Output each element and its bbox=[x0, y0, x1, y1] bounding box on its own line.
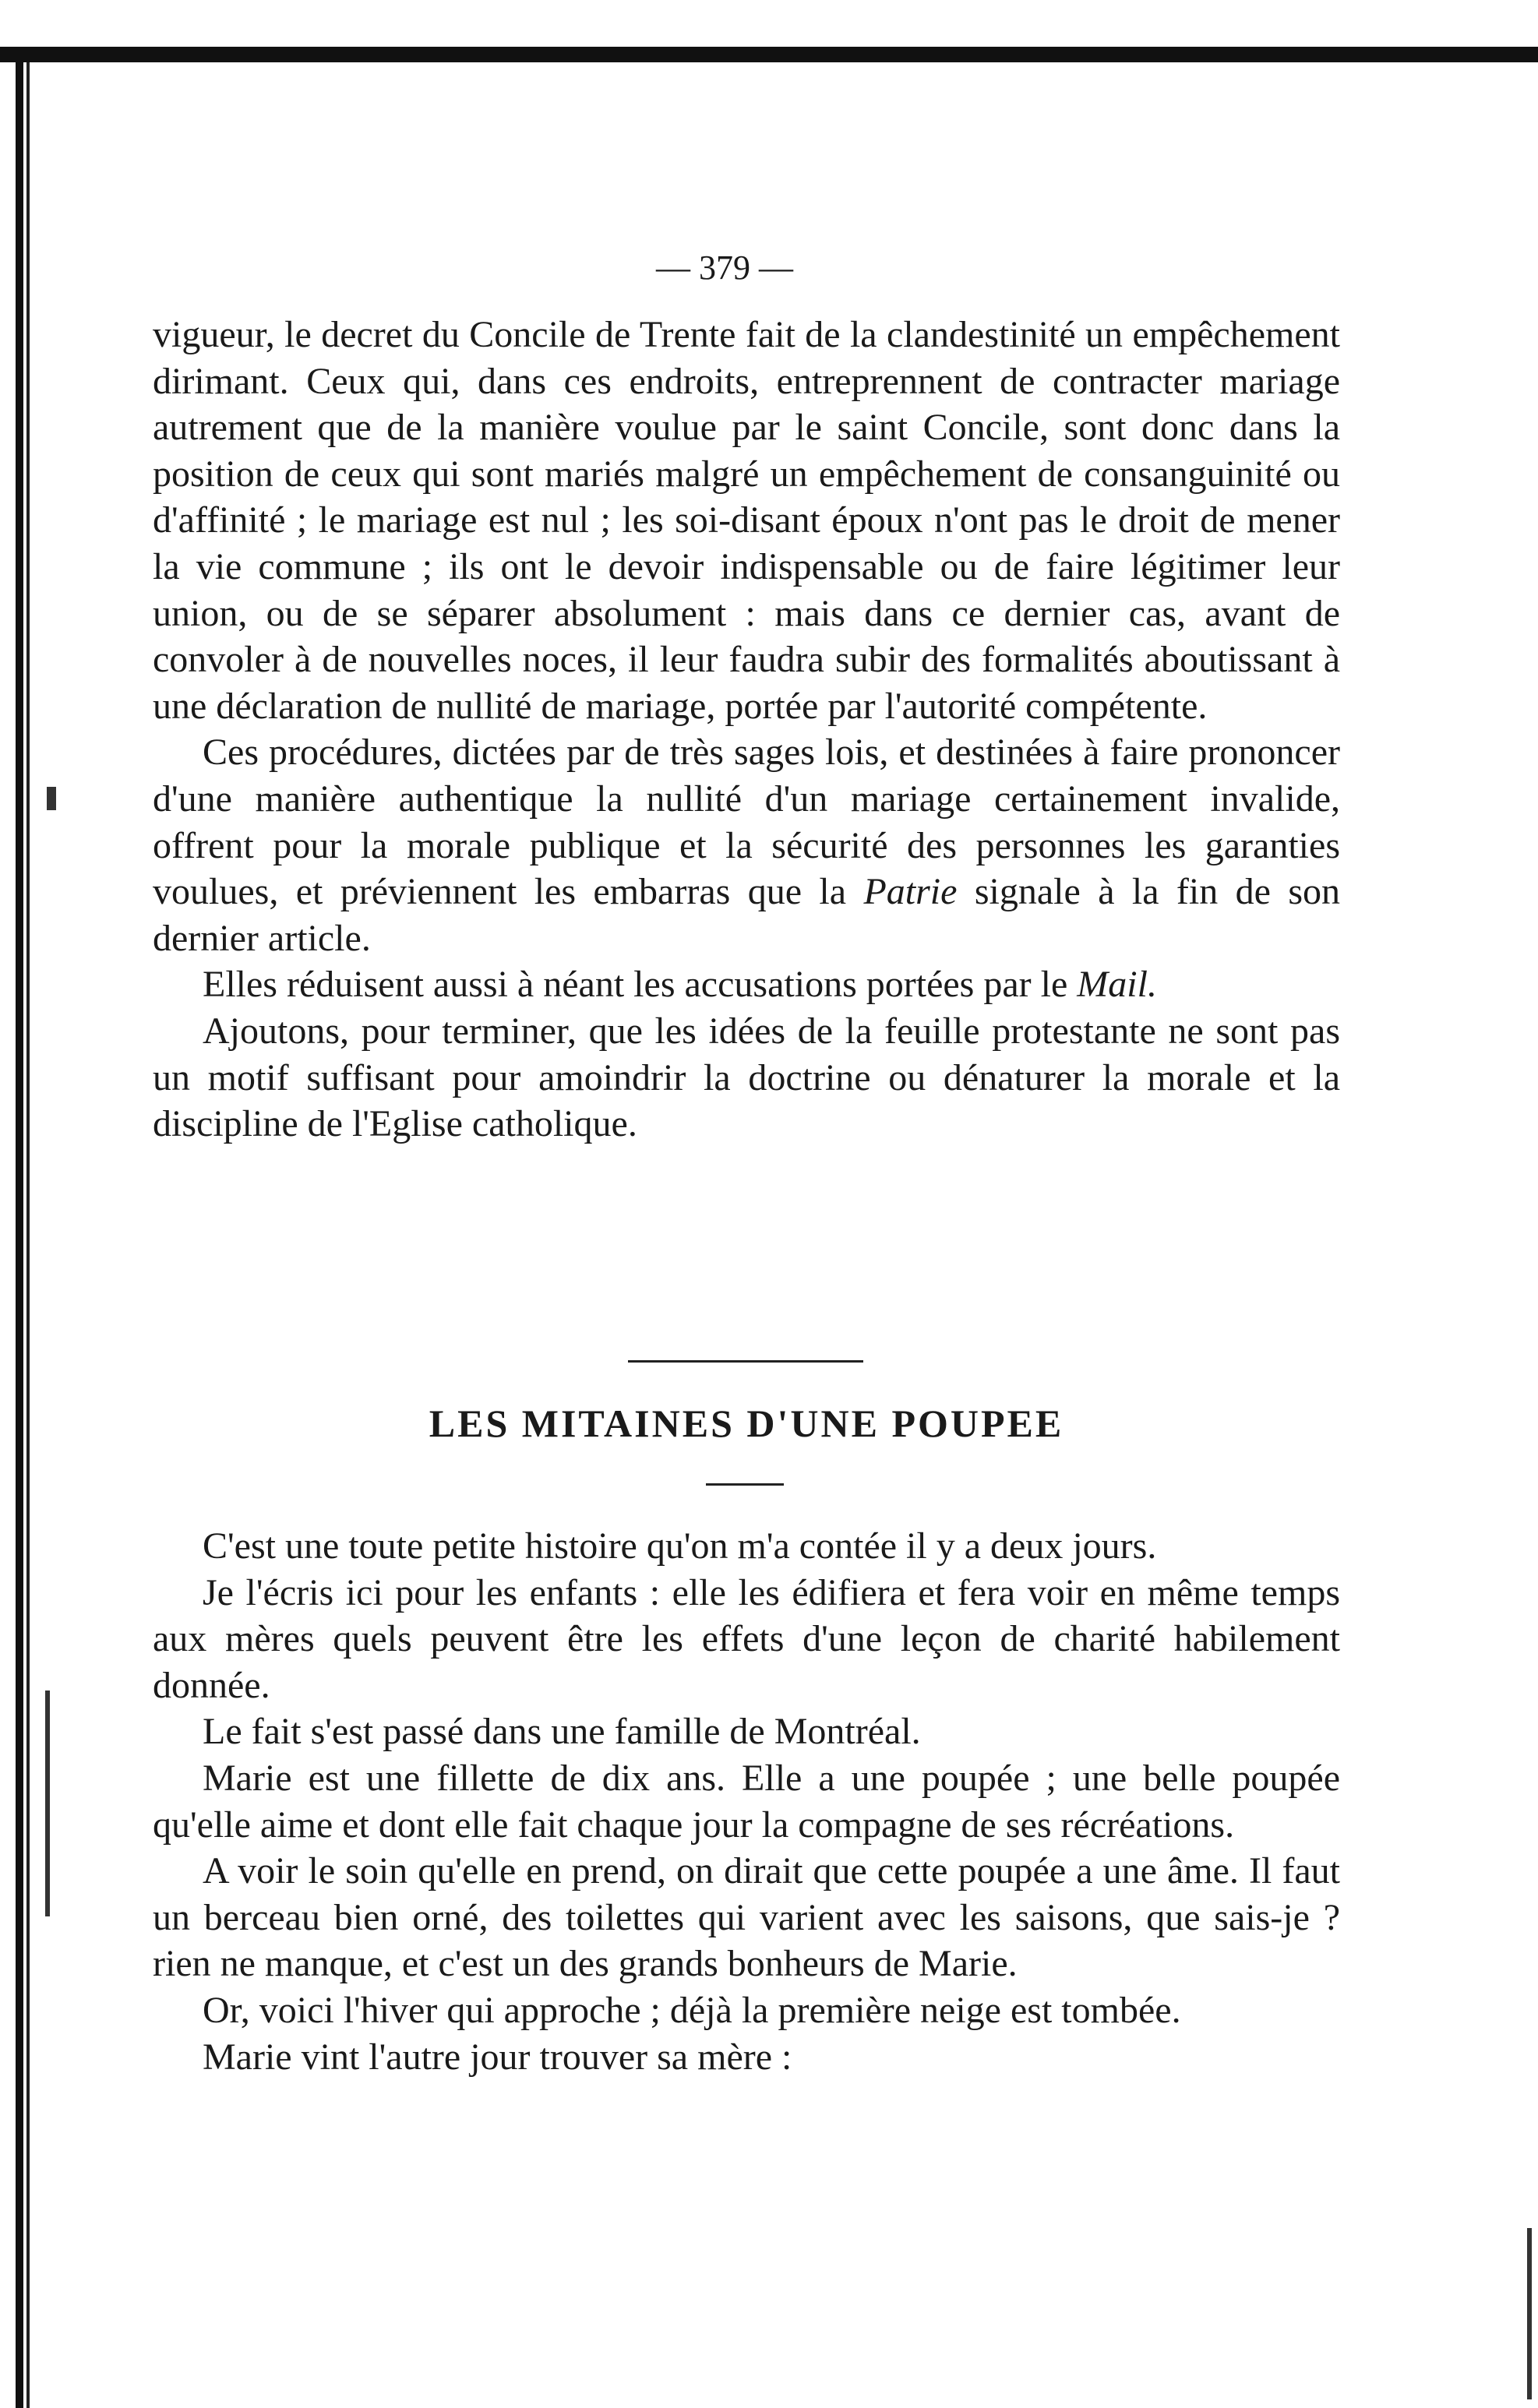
scan-border-top bbox=[0, 47, 1538, 62]
paragraph: Marie est une fillette de dix ans. Elle a une poupée ; une belle poupée qu'elle aime et dont elle fait chaque jour la compagne de ses récréations. bbox=[153, 1757, 1340, 1846]
paragraph: A voir le soin qu'elle en prend, on dirait que cette poupée a une âme. Il faut un berceau bien orné, des toilettes qui varient avec les saisons, que sais-je ? rien ne manque, et c'est un des grands bonheurs de Marie. bbox=[153, 1850, 1340, 1985]
paragraph bbox=[153, 729, 1340, 961]
paragraph: Or, voici l'hiver qui approche ; déjà la première neige est tombée. bbox=[203, 1989, 1181, 2031]
paragraph: Ajoutons, pour terminer, que les idées de la feuille protestante ne sont pas un motif suffisant pour amoindrir la doctrine ou dénaturer la morale et la discipline de l'Eglise catholique. bbox=[153, 1010, 1340, 1145]
section-title: LES MITAINES D'UNE POUPEE bbox=[429, 1401, 1064, 1445]
paragraph: Le fait s'est passé dans une famille de Montréal. bbox=[203, 1711, 921, 1753]
newspaper-name-mail: Mail. bbox=[1077, 964, 1157, 1006]
section-divider bbox=[628, 1360, 863, 1363]
paragraph-text: Elles réduisent aussi à néant les accusations portées par le bbox=[203, 964, 1068, 1006]
paragraph: vigueur, le decret du Concile de Trente fait de la clandestinité un empêchement dirimant. Ceux qui, dans ces endroits, entreprennent de contracter mariage autrement que de la manière voulue par le saint Concile, sont donc dans la position de ceux qui sont mariés malgré un empêchement de consanguinité ou d'affinité ; le mariage est nul ; les soi-disant époux n'ont pas le droit de mener la vie commune ; ils ont le devoir indispensable ou de faire légitimer leur union, ou de se séparer absolument : mais dans ce dernier cas, avant de convoler à de nouvelles noces, il leur faudra subir des formalités aboutissant à une déclaration de nullité de mariage, portée par l'autorité compétente. bbox=[153, 314, 1340, 727]
paragraph: Marie vint l'autre jour trouver sa mère : bbox=[203, 2036, 792, 2078]
scan-border-left-inner bbox=[26, 62, 30, 2408]
title-underline bbox=[706, 1483, 784, 1486]
paragraph: Je l'écris ici pour les enfants : elle les édifiera et fera voir en même temps aux mères quels peuvent être les effets d'une leçon de charité habilement donnée. bbox=[153, 1571, 1340, 1706]
paragraph: C'est une toute petite histoire qu'on m'a contée il y a deux jours. bbox=[203, 1525, 1157, 1567]
scan-edge-mark bbox=[45, 1691, 50, 1916]
paragraph bbox=[153, 961, 1340, 1008]
scan-edge-mark bbox=[1527, 2228, 1532, 2399]
scan-speck bbox=[47, 787, 56, 810]
newspaper-name-patrie: Patrie bbox=[863, 871, 958, 913]
article-text-part-1 bbox=[153, 312, 1340, 1148]
page-number: — 379 — bbox=[656, 249, 793, 287]
scan-border-left bbox=[16, 47, 23, 2408]
paragraph-text: Ces procédures, dictées par de très sages lois, et destinées à faire prononcer d'une manière authentique la nullité d'un mariage certainement invalide, offrent pour la morale publique et la sécurité des personnes les garanties voulues, et préviennent les embarras que la bbox=[153, 732, 1340, 913]
article-text-part-2 bbox=[153, 1523, 1340, 2080]
paragraph-text: signale à la fin de son dernier article. bbox=[153, 871, 1341, 959]
